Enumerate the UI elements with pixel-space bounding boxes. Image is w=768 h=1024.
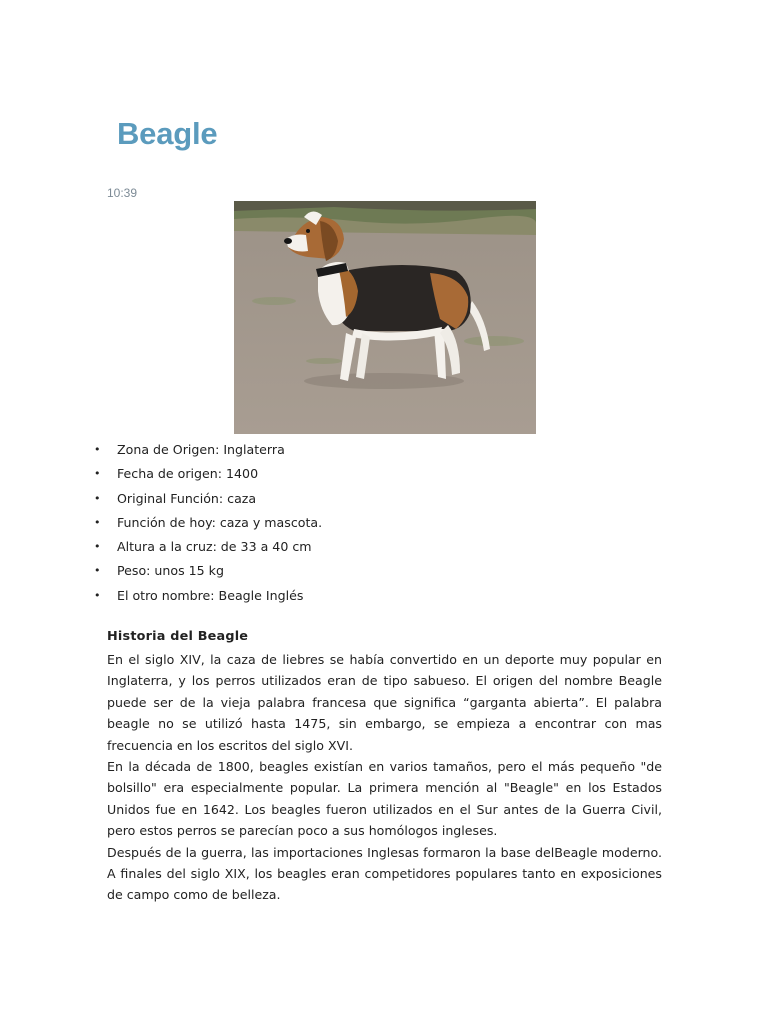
bullet: • [94,540,101,554]
list-item [94,514,322,538]
list-item [94,490,322,514]
history-paragraph: En la década de 1800, beagles existían en varios tamaños, pero el más pequeño "de bolsillo" era especialmente popular. La primera mención al "Beagle" en los Estados Unidos fue en 1642. Los beagles fueron utilizados en el Sur antes de la Guerra Civil, pero estos perros se parecían poco a sus homólogos ingleses. [107,759,662,839]
list-item [94,465,322,489]
list-item [94,441,322,465]
fact-label: Zona de Origen: Inglaterra [117,442,285,457]
history-heading: Historia del Beagle [107,629,249,644]
bullet: • [94,467,101,481]
fact-label: Función de hoy: caza y mascota. [117,514,323,530]
fact-label: Altura a la cruz: de 33 a 40 cm [117,539,312,555]
list-item [94,562,322,586]
fact-label: Fecha de origen: 1400 [117,466,259,482]
fact-label: El otro nombre: Beagle Inglés [117,587,304,603]
facts-list [94,441,322,611]
bullet: • [94,564,101,578]
bullet: • [94,443,101,456]
history-paragraph: En el siglo XIV, la caza de liebres se había convertido en un deporte muy popular en Inglaterra, y los perros utilizados eran de tipo sabueso. El origen del nombre Beagle puede ser de la vieja palabra francesa que significa “garganta abierta”. El palabra beagle no se utilizó hasta 1475, sin embargo, se empieza a encontrar con mas frecuencia en los escritos del siglo XVI. [107,652,662,753]
history-paragraph: Después de la guerra, las importaciones Inglesas formaron la base delBeagle moderno. A finales del siglo XIX, los beagles eran competidores populares tanto en exposiciones de campo como de belleza. [107,844,662,903]
bullet: • [94,491,101,505]
list-item [94,587,322,611]
beagle-photo [234,201,536,434]
bullet: • [94,588,101,602]
bullet: • [94,515,101,529]
page-title: Beagle [117,116,218,151]
fact-label: Peso: unos 15 kg [117,563,224,579]
history-section [107,628,662,906]
fact-label: Original Función: caza [117,490,257,506]
list-item [94,538,322,562]
post-time: 10:39 [107,186,138,200]
